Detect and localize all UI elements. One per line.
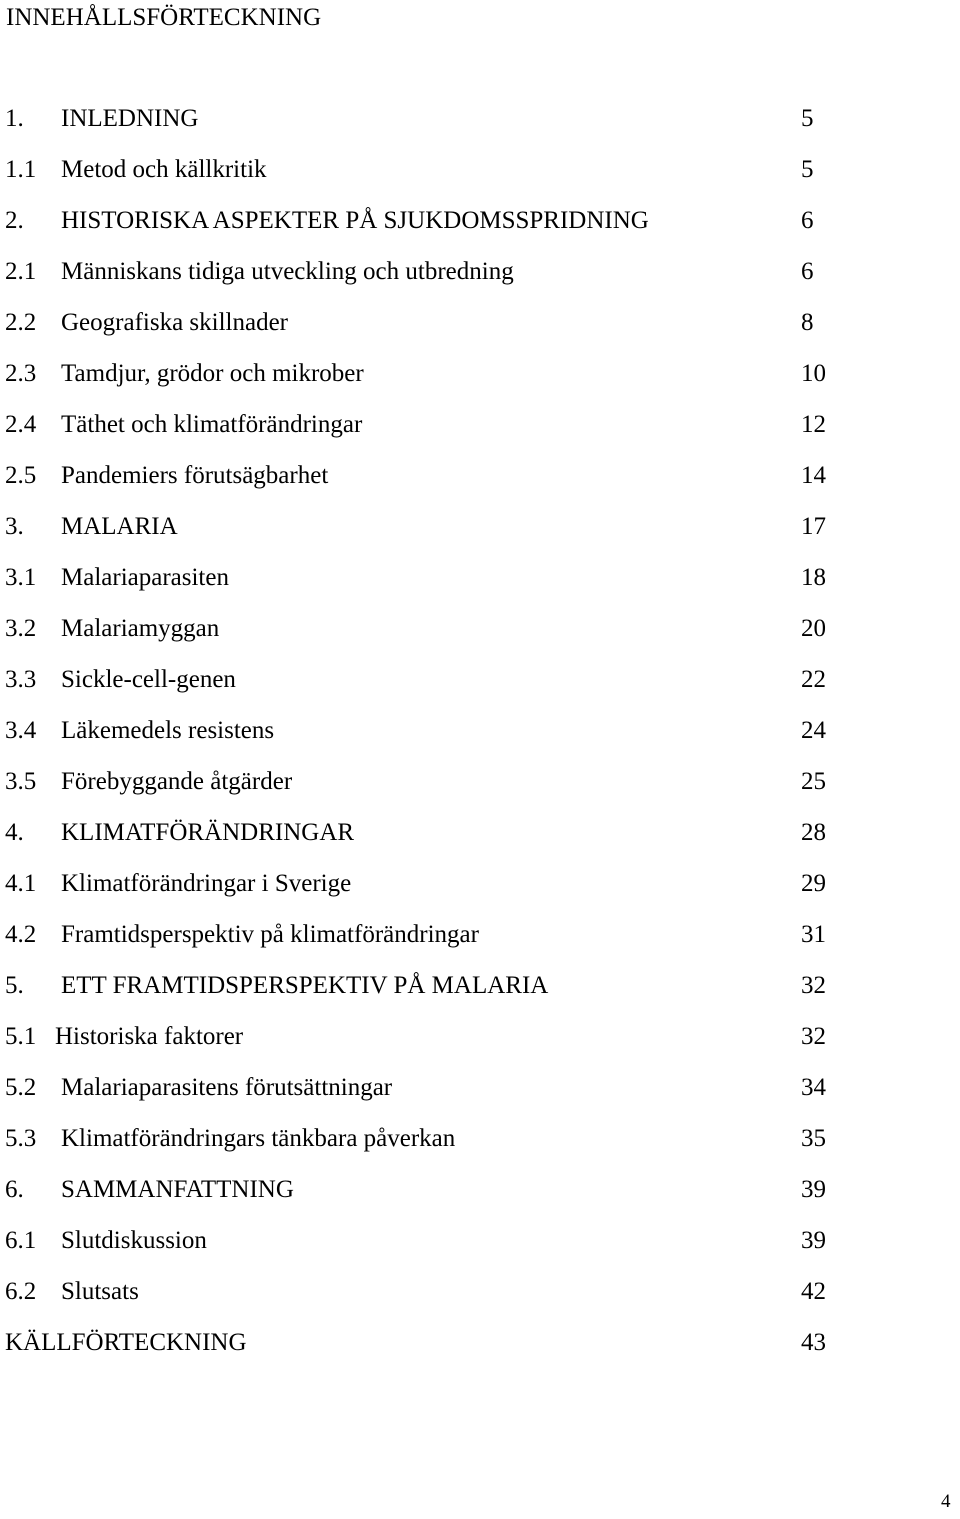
toc-entry-page: 20 [801, 615, 826, 642]
toc-entry-number: 3.2 [5, 615, 37, 642]
toc-entry-title: Malariamyggan [61, 615, 220, 642]
toc-entry-number: 5.1 [5, 1023, 37, 1050]
toc-entry-number: 3.4 [5, 717, 37, 744]
toc-entry-title: Slutdiskussion [61, 1227, 207, 1254]
toc-entry-page: 25 [801, 768, 826, 795]
page-number: 4 [941, 1491, 951, 1512]
toc-entry-number: 4. [5, 819, 24, 846]
toc-entry-number: 3.3 [5, 666, 37, 693]
toc-entry-page: 32 [801, 972, 826, 999]
toc-entry-page: 6 [801, 258, 814, 285]
toc-entry-number: 6.2 [5, 1278, 37, 1305]
toc-entry-number: 5.2 [5, 1074, 37, 1101]
toc-entry-title: ETT FRAMTIDSPERSPEKTIV PÅ MALARIA [61, 972, 549, 999]
toc-entry[interactable] [0, 858, 960, 909]
toc-entry-number: 2.5 [5, 462, 37, 489]
toc-entry-title: KLIMATFÖRÄNDRINGAR [61, 819, 355, 846]
toc-entry-title: Förebyggande åtgärder [61, 768, 293, 795]
toc-entry[interactable] [0, 450, 960, 501]
toc-entry-page: 8 [801, 309, 814, 336]
toc-entry[interactable] [0, 93, 960, 144]
toc-entry[interactable] [0, 909, 960, 960]
toc-entry-number: 3.1 [5, 564, 37, 591]
toc-entry-page: 39 [801, 1227, 826, 1254]
toc-entry-page: 18 [801, 564, 826, 591]
toc-entry[interactable] [0, 501, 960, 552]
toc-entry-page: 39 [801, 1176, 826, 1203]
toc-entry[interactable] [0, 654, 960, 705]
toc-entry[interactable] [0, 1113, 960, 1164]
toc-entry-page: 32 [801, 1023, 826, 1050]
toc-entry-page: 22 [801, 666, 826, 693]
toc-entry-title: Slutsats [61, 1278, 139, 1305]
toc-entry-page: 28 [801, 819, 826, 846]
toc-entry-page: 43 [801, 1329, 826, 1356]
toc-entry[interactable] [0, 552, 960, 603]
toc-entry-title: Täthet och klimatförändringar [61, 411, 363, 438]
toc-entry[interactable] [0, 1011, 960, 1062]
toc-entry[interactable] [0, 297, 960, 348]
toc-entry-number: 1. [5, 105, 24, 132]
toc-entry-page: 14 [801, 462, 826, 489]
toc-entry[interactable] [0, 399, 960, 450]
toc-entry[interactable] [0, 246, 960, 297]
toc-entry-number: 2.2 [5, 309, 37, 336]
toc-entry[interactable] [0, 144, 960, 195]
toc-entry-number: 1.1 [5, 156, 37, 183]
toc-entry-title: Pandemiers förutsägbarhet [61, 462, 329, 489]
toc-entry-title: Klimatförändringar i Sverige [61, 870, 352, 897]
toc-entry-page: 24 [801, 717, 826, 744]
toc-entry-number: 6. [5, 1176, 24, 1203]
toc-entry-title: KÄLLFÖRTECKNING [5, 1329, 247, 1356]
toc-entry[interactable] [0, 1266, 960, 1317]
toc-entry-page: 17 [801, 513, 826, 540]
toc-entry-number: 4.1 [5, 870, 37, 897]
toc-heading: INNEHÅLLSFÖRTECKNING [6, 4, 322, 31]
toc-entry[interactable] [0, 603, 960, 654]
toc-entry-title: Historiska faktorer [55, 1023, 244, 1050]
toc-entry-title: SAMMANFATTNING [61, 1176, 294, 1203]
toc-entry-number: 2. [5, 207, 24, 234]
toc-entry-title: Malariaparasiten [61, 564, 229, 591]
toc-entry[interactable] [0, 705, 960, 756]
toc-entry-title: Geografiska skillnader [61, 309, 289, 336]
toc-entry-page: 29 [801, 870, 826, 897]
toc-entry-page: 35 [801, 1125, 826, 1152]
toc-entry-page: 31 [801, 921, 826, 948]
toc-entry-title: Sickle-cell-genen [61, 666, 236, 693]
toc-entry-page: 10 [801, 360, 826, 387]
toc-entry-number: 5. [5, 972, 24, 999]
toc-entry-number: 6.1 [5, 1227, 37, 1254]
toc-entry[interactable] [0, 1062, 960, 1113]
toc-entry-number: 2.1 [5, 258, 37, 285]
toc-entry-title: Malariaparasitens förutsättningar [61, 1074, 393, 1101]
toc-entry[interactable] [0, 1215, 960, 1266]
toc-entry-page: 5 [801, 105, 814, 132]
toc-entry[interactable] [0, 807, 960, 858]
toc-entry-title: HISTORISKA ASPEKTER PÅ SJUKDOMSSPRIDNING [61, 207, 649, 234]
toc-entry[interactable] [0, 960, 960, 1011]
toc-entry-page: 6 [801, 207, 814, 234]
toc-entry-title: Läkemedels resistens [61, 717, 275, 744]
toc-entry[interactable] [0, 195, 960, 246]
toc-entry-title: INLEDNING [61, 105, 199, 132]
toc-entry[interactable] [0, 756, 960, 807]
toc-entry-title: Framtidsperspektiv på klimatförändringar [61, 921, 479, 948]
table-of-contents [0, 93, 960, 1368]
toc-entry-page: 5 [801, 156, 814, 183]
toc-entry-title: Tamdjur, grödor och mikrober [61, 360, 364, 387]
toc-entry-title: Människans tidiga utveckling och utbredning [61, 258, 514, 285]
toc-entry-number: 3. [5, 513, 24, 540]
toc-entry-page: 42 [801, 1278, 826, 1305]
toc-entry[interactable] [0, 1317, 960, 1368]
toc-entry-number: 5.3 [5, 1125, 37, 1152]
toc-entry-title: Metod och källkritik [61, 156, 267, 183]
toc-entry-number: 2.3 [5, 360, 37, 387]
toc-entry-number: 2.4 [5, 411, 37, 438]
toc-entry[interactable] [0, 348, 960, 399]
toc-entry-page: 12 [801, 411, 826, 438]
toc-entry-title: MALARIA [61, 513, 178, 540]
toc-entry[interactable] [0, 1164, 960, 1215]
toc-entry-page: 34 [801, 1074, 826, 1101]
toc-entry-number: 3.5 [5, 768, 37, 795]
toc-entry-title: Klimatförändringars tänkbara påverkan [61, 1125, 456, 1152]
toc-entry-number: 4.2 [5, 921, 37, 948]
